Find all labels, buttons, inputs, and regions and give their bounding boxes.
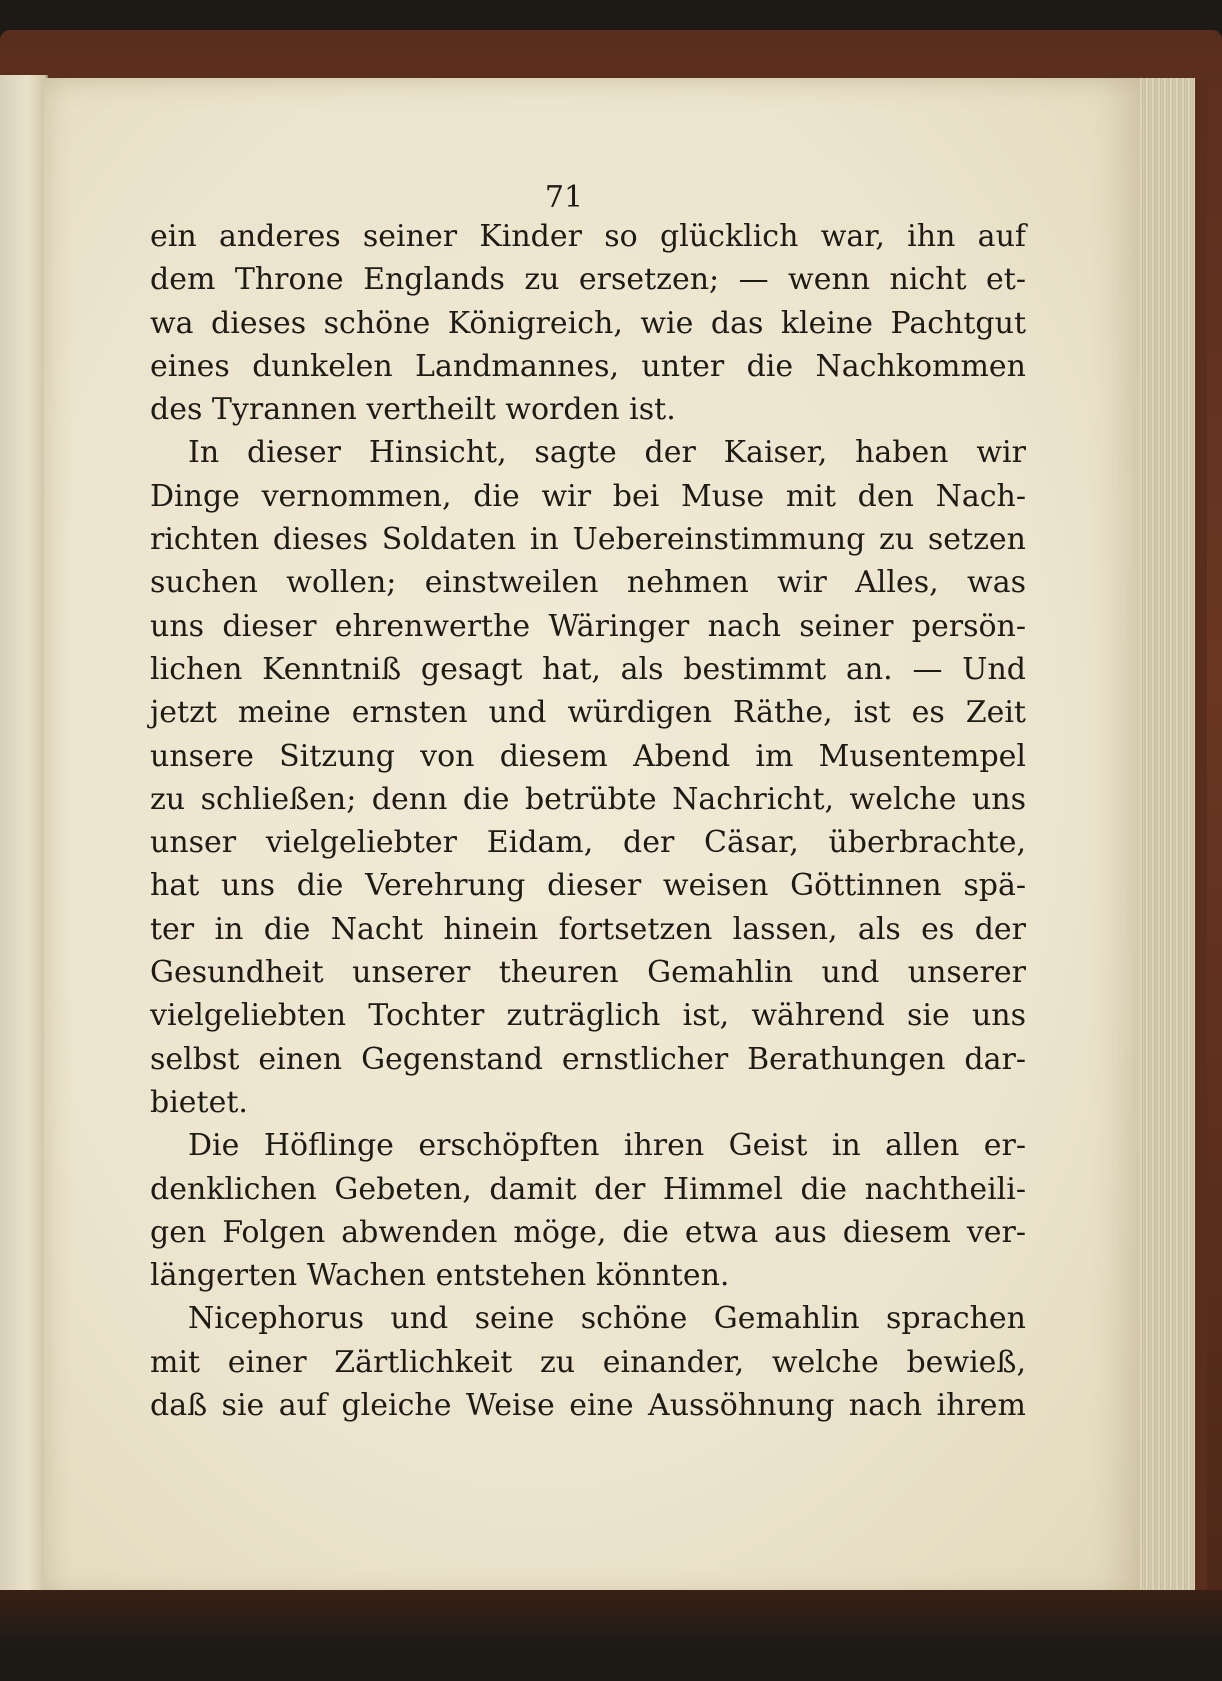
paragraph-4 (150, 1297, 1026, 1427)
text-line: jetzt meine ernsten und würdigen Räthe, ist es Zeit (150, 695, 1026, 731)
page-text (150, 176, 1026, 1427)
text-line: wa dieses schöne Königreich, wie das kleine Pachtgut (150, 305, 1026, 341)
text-line: gen Folgen abwenden möge, die etwa aus diesem ver- (150, 1214, 1026, 1250)
text-line: unser vielgeliebter Eidam, der Cäsar, überbrachte, (150, 825, 1026, 861)
page-stack-edge (1136, 78, 1207, 1598)
text-line: ein anderes seiner Kinder so glücklich war, ihn auf (150, 219, 1026, 254)
text-line: längerten Wachen entstehen könnten. (150, 1258, 730, 1294)
text-line: Die Höflinge erschöpften ihren Geist in allen er- (188, 1128, 1026, 1164)
paragraph-2 (150, 431, 1026, 1124)
text-line: zu schließen; denn die betrübte Nachricht, welche uns (150, 781, 1026, 817)
text-line: suchen wollen; einstweilen nehmen wir Alles, was (150, 565, 1026, 601)
text-line: unsere Sitzung von diesem Abend im Musentempel (150, 738, 1026, 774)
text-line: Dinge vernommen, die wir bei Muse mit den Nach- (150, 478, 1026, 514)
text-line: vielgeliebten Tochter zuträglich ist, während sie uns (150, 998, 1026, 1034)
page-number: 71 (544, 180, 584, 215)
text-line: richten dieses Soldaten in Uebereinstimmung zu setzen (150, 522, 1026, 558)
text-line: lichen Kenntniß gesagt hat, als bestimmt an. — Und (150, 651, 1026, 687)
text-line: eines dunkelen Landmannes, unter die Nachkommen (150, 348, 1026, 384)
text-line: des Tyrannen vertheilt worden ist. (150, 392, 676, 428)
left-page-edge (0, 75, 48, 1595)
text-line: denklichen Gebeten, damit der Himmel die nachtheili- (150, 1171, 1026, 1207)
text-line: mit einer Zärtlichkeit zu einander, welche bewieß, (150, 1344, 1026, 1380)
text-line: daß sie auf gleiche Weise eine Aussöhnung nach ihrem (150, 1388, 1026, 1424)
text-line: In dieser Hinsicht, sagte der Kaiser, haben wir (188, 435, 1026, 471)
text-line: Gesundheit unserer theuren Gemahlin und unserer (150, 955, 1026, 991)
text-line: dem Throne Englands zu ersetzen; — wenn nicht et- (150, 262, 1026, 298)
text-line: bietet. (150, 1084, 248, 1120)
text-line: Nicephorus und seine schöne Gemahlin sprachen (188, 1301, 1026, 1337)
text-line: uns dieser ehrenwerthe Wäringer nach seiner persön- (150, 608, 1026, 644)
bottom-shadow (0, 1590, 1222, 1681)
paragraph-1 (150, 215, 1026, 431)
text-line: ter in die Nacht hinein fortsetzen lassen, als es der (150, 911, 1026, 947)
paragraph-3 (150, 1124, 1026, 1297)
text-line: selbst einen Gegenstand ernstlicher Berathungen dar- (150, 1041, 1026, 1077)
text-line: hat uns die Verehrung dieser weisen Göttinnen spä- (150, 868, 1026, 904)
